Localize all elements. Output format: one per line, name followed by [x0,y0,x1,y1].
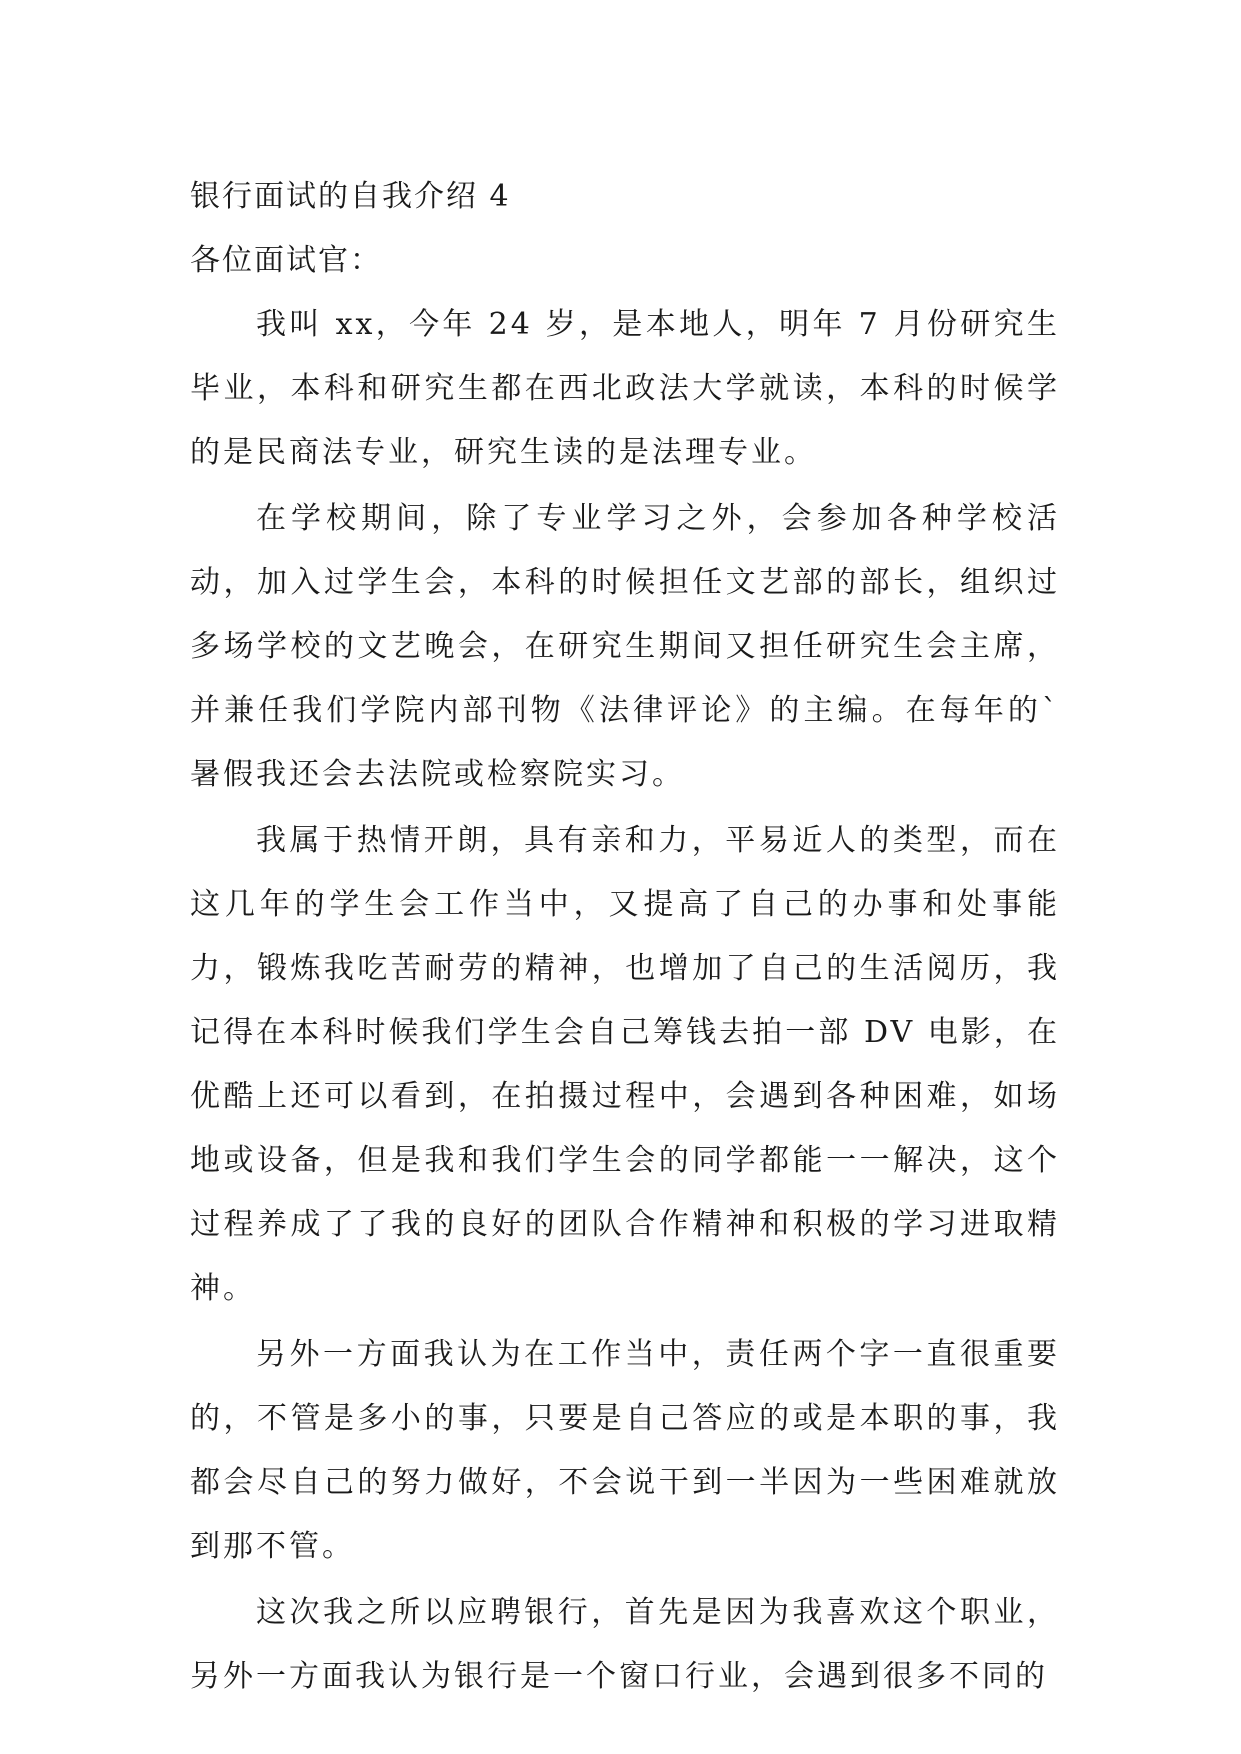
paragraph-intro: 我叫 xx，今年 24 岁，是本地人，明年 7 月份研究生毕业，本科和研究生都在西北政法大学就读，本科的时候学的是民商法专业，研究生读的是法理专业。 [190,307,1060,470]
paragraph-motivation: 这次我之所以应聘银行，首先是因为我喜欢这个职业，另外一方面我认为银行是一个窗口行业，会遇到很多不同的 [190,1595,1060,1694]
paragraph-school-activities: 在学校期间，除了专业学习之外，会参加各种学校活动，加入过学生会，本科的时候担任文艺部的部长，组织过多场学校的文艺晚会，在研究生期间又担任研究生会主席，并兼任我们学院内部刊物《法律评论》的主编。在每年的`暑假我还会去法院或检察院实习。 [190,501,1060,792]
document-title: 银行面试的自我介绍 4 [190,179,511,214]
document-body [190,165,1060,1709]
salutation: 各位面试官： [190,243,382,278]
paragraph-responsibility: 另外一方面我认为在工作当中，责任两个字一直很重要的，不管是多小的事，只要是自己答应的或是本职的事，我都会尽自己的努力做好，不会说干到一半因为一些困难就放到那不管。 [190,1337,1060,1564]
paragraph-personality: 我属于热情开朗，具有亲和力，平易近人的类型，而在这几年的学生会工作当中，又提高了自己的办事和处事能力，锻炼我吃苦耐劳的精神，也增加了自己的生活阅历，我记得在本科时候我们学生会自己筹钱去拍一部 DV 电影，在优酷上还可以看到，在拍摄过程中，会遇到各种困难，如场地或设备，但是我和我们学生会的同学都能一一解决，这个过程养成了了我的良好的团队合作精神和积极的学习进取精神。 [190,823,1060,1306]
